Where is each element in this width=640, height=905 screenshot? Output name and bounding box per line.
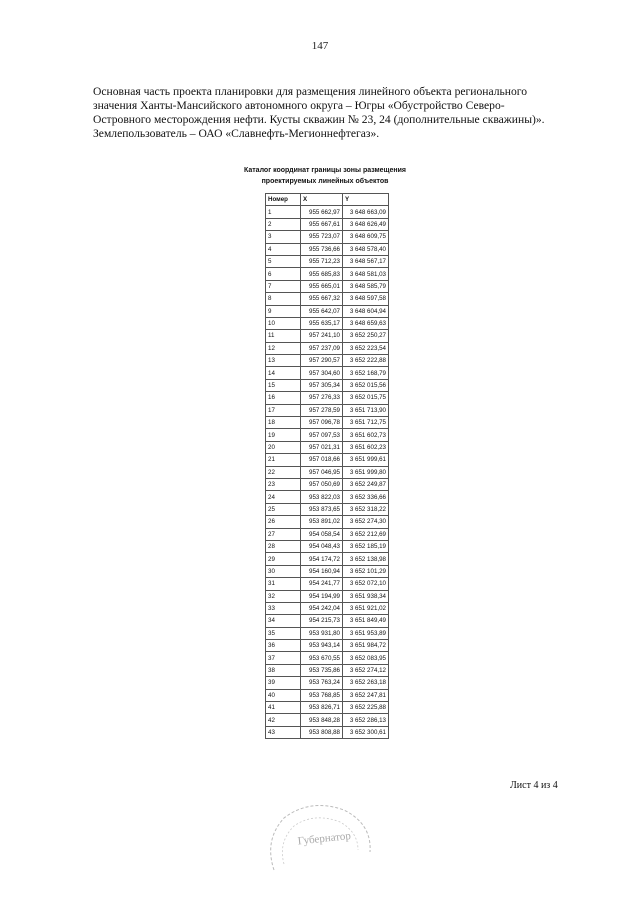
document-heading: [93, 85, 563, 141]
coordinate-x: 954 242,04: [301, 602, 343, 614]
coordinate-y: 3 651 953,89: [343, 627, 389, 639]
coordinate-x: 954 215,73: [301, 615, 343, 627]
table-row: [266, 268, 389, 280]
point-number: 13: [266, 355, 301, 367]
coordinate-y: 3 652 250,27: [343, 330, 389, 342]
coordinate-x: 954 160,94: [301, 565, 343, 577]
coordinate-x: 954 241,77: [301, 578, 343, 590]
point-number: 25: [266, 503, 301, 515]
table-row: [266, 627, 389, 639]
point-number: 2: [266, 218, 301, 230]
coordinate-x: 955 736,66: [301, 243, 343, 255]
coordinate-x: 957 278,59: [301, 404, 343, 416]
table-row: [266, 516, 389, 528]
coordinate-x: 955 635,17: [301, 317, 343, 329]
point-number: 39: [266, 677, 301, 689]
coordinate-y: 3 648 597,58: [343, 293, 389, 305]
coordinate-x: 955 723,07: [301, 231, 343, 243]
table-row: [266, 454, 389, 466]
coordinate-y: 3 651 984,72: [343, 640, 389, 652]
coordinate-y: 3 651 849,49: [343, 615, 389, 627]
table-row: [266, 689, 389, 701]
table-row: [266, 677, 389, 689]
coordinate-y: 3 652 336,66: [343, 491, 389, 503]
table-row: [266, 417, 389, 429]
table-row: [266, 429, 389, 441]
point-number: 33: [266, 602, 301, 614]
point-number: 27: [266, 528, 301, 540]
coordinate-x: 955 667,32: [301, 293, 343, 305]
coordinate-y: 3 648 604,94: [343, 305, 389, 317]
point-number: 32: [266, 590, 301, 602]
table-row: [266, 602, 389, 614]
table-row: [266, 478, 389, 490]
page-number: 147: [311, 40, 329, 52]
point-number: 15: [266, 379, 301, 391]
heading-line: Землепользователь – ОАО «Славнефть-Мегионнефтегаз».: [93, 127, 380, 140]
table-row: [266, 664, 389, 676]
coordinate-y: 3 652 225,88: [343, 702, 389, 714]
coordinate-x: 955 667,61: [301, 218, 343, 230]
table-row: [266, 305, 389, 317]
table-row: [266, 540, 389, 552]
coordinate-y: 3 651 999,80: [343, 466, 389, 478]
table-row: [266, 491, 389, 503]
coordinate-y: 3 652 274,12: [343, 664, 389, 676]
coordinate-y: 3 652 072,10: [343, 578, 389, 590]
point-number: 4: [266, 243, 301, 255]
coordinate-x: 953 768,85: [301, 689, 343, 701]
coordinate-x: 954 058,54: [301, 528, 343, 540]
point-number: 7: [266, 280, 301, 292]
coordinate-y: 3 652 138,98: [343, 553, 389, 565]
coordinate-y: 3 652 015,56: [343, 379, 389, 391]
table-row: [266, 379, 389, 391]
point-number: 5: [266, 255, 301, 267]
table-row: [266, 255, 389, 267]
point-number: 26: [266, 516, 301, 528]
coordinate-y: 3 648 609,75: [343, 231, 389, 243]
coordinate-x: 957 290,57: [301, 355, 343, 367]
point-number: 29: [266, 553, 301, 565]
point-number: 24: [266, 491, 301, 503]
coordinate-y: 3 648 585,79: [343, 280, 389, 292]
table-row: [266, 404, 389, 416]
coordinate-y: 3 652 274,30: [343, 516, 389, 528]
table-row: [266, 640, 389, 652]
table-row: [266, 528, 389, 540]
coordinate-y: 3 652 168,79: [343, 367, 389, 379]
coordinate-x: 957 241,10: [301, 330, 343, 342]
point-number: 36: [266, 640, 301, 652]
coordinate-x: 953 826,71: [301, 702, 343, 714]
coordinate-x: 954 194,99: [301, 590, 343, 602]
coordinate-y: 3 652 015,75: [343, 392, 389, 404]
point-number: 28: [266, 540, 301, 552]
coordinate-x: 953 873,65: [301, 503, 343, 515]
point-number: 42: [266, 714, 301, 726]
coordinate-y: 3 651 602,73: [343, 429, 389, 441]
table-row: [266, 367, 389, 379]
point-number: 30: [266, 565, 301, 577]
point-number: 10: [266, 317, 301, 329]
coordinate-y: 3 651 938,34: [343, 590, 389, 602]
coordinate-x: 954 174,72: [301, 553, 343, 565]
coordinate-x: 957 305,34: [301, 379, 343, 391]
point-number: 18: [266, 417, 301, 429]
table-row: [266, 615, 389, 627]
table-row: [266, 726, 389, 738]
heading-line: значения Ханты-Мансийского автономного округа – Югры «Обустройство Северо-: [93, 99, 505, 112]
coordinate-x: 957 304,60: [301, 367, 343, 379]
column-header-x: X: [301, 194, 343, 206]
table-caption: [225, 165, 425, 187]
coordinate-y: 3 651 921,02: [343, 602, 389, 614]
coordinate-x: 957 046,95: [301, 466, 343, 478]
point-number: 21: [266, 454, 301, 466]
table-row: [266, 652, 389, 664]
column-header-y: Y: [343, 194, 389, 206]
coordinate-x: 957 237,09: [301, 342, 343, 354]
coordinate-y: 3 648 581,03: [343, 268, 389, 280]
coordinate-x: 957 018,66: [301, 454, 343, 466]
table-row: [266, 392, 389, 404]
coordinate-y: 3 652 247,81: [343, 689, 389, 701]
table-row: [266, 590, 389, 602]
table-row: [266, 441, 389, 453]
table-row: [266, 503, 389, 515]
coordinate-x: 955 712,23: [301, 255, 343, 267]
coordinate-x: 957 097,53: [301, 429, 343, 441]
table-row: [266, 231, 389, 243]
coordinate-y: 3 652 286,13: [343, 714, 389, 726]
point-number: 6: [266, 268, 301, 280]
coordinate-x: 953 763,24: [301, 677, 343, 689]
coordinate-x: 957 276,33: [301, 392, 343, 404]
point-number: 19: [266, 429, 301, 441]
coordinate-y: 3 648 578,40: [343, 243, 389, 255]
coordinate-y: 3 652 318,22: [343, 503, 389, 515]
point-number: 1: [266, 206, 301, 218]
coordinate-y: 3 652 263,18: [343, 677, 389, 689]
coordinate-x: 955 642,07: [301, 305, 343, 317]
coordinate-x: 953 735,86: [301, 664, 343, 676]
table-row: [266, 466, 389, 478]
point-number: 20: [266, 441, 301, 453]
point-number: 16: [266, 392, 301, 404]
stamp-text: Губернатор: [297, 829, 352, 848]
coordinate-y: 3 652 212,69: [343, 528, 389, 540]
coordinate-x: 953 848,28: [301, 714, 343, 726]
column-header-number: Номер: [266, 194, 301, 206]
coordinate-y: 3 652 223,54: [343, 342, 389, 354]
coordinate-x: 953 670,55: [301, 652, 343, 664]
coordinate-x: 953 943,14: [301, 640, 343, 652]
coordinate-y: 3 652 222,88: [343, 355, 389, 367]
coordinate-y: 3 652 300,61: [343, 726, 389, 738]
coordinate-x: 955 662,97: [301, 206, 343, 218]
coordinate-y: 3 648 626,49: [343, 218, 389, 230]
table-row: [266, 293, 389, 305]
point-number: 11: [266, 330, 301, 342]
point-number: 31: [266, 578, 301, 590]
table-row: [266, 243, 389, 255]
coordinate-x: 957 050,69: [301, 478, 343, 490]
point-number: 8: [266, 293, 301, 305]
table-row: [266, 330, 389, 342]
point-number: 38: [266, 664, 301, 676]
coordinate-x: 955 685,83: [301, 268, 343, 280]
coordinate-x: 955 665,01: [301, 280, 343, 292]
table-row: [266, 218, 389, 230]
heading-line: Основная часть проекта планировки для размещения линейного объекта регионального: [93, 85, 528, 98]
point-number: 12: [266, 342, 301, 354]
coordinate-y: 3 648 659,63: [343, 317, 389, 329]
coordinate-y: 3 652 249,87: [343, 478, 389, 490]
coordinate-x: 953 891,02: [301, 516, 343, 528]
coordinate-y: 3 652 185,19: [343, 540, 389, 552]
coordinate-y: 3 652 101,29: [343, 565, 389, 577]
coordinate-x: 953 931,80: [301, 627, 343, 639]
seal-stamp: [262, 798, 382, 880]
point-number: 41: [266, 702, 301, 714]
table-row: [266, 702, 389, 714]
point-number: 40: [266, 689, 301, 701]
point-number: 37: [266, 652, 301, 664]
table-row: [266, 280, 389, 292]
point-number: 22: [266, 466, 301, 478]
coordinate-x: 953 808,88: [301, 726, 343, 738]
table-row: [266, 578, 389, 590]
table-row: [266, 355, 389, 367]
coordinate-y: 3 652 083,95: [343, 652, 389, 664]
coordinate-y: 3 651 999,61: [343, 454, 389, 466]
coordinates-table-body: [266, 206, 389, 739]
heading-line: Островного месторождения нефти. Кусты скважин № 23, 24 (дополнительные скважины)».: [93, 113, 545, 126]
point-number: 35: [266, 627, 301, 639]
coordinate-y: 3 651 712,75: [343, 417, 389, 429]
coordinates-table: [265, 193, 389, 739]
table-row: [266, 565, 389, 577]
table-row: [266, 714, 389, 726]
coordinate-x: 957 096,78: [301, 417, 343, 429]
table-row: [266, 317, 389, 329]
sheet-label: Лист 4 из 4: [510, 780, 558, 791]
coordinate-y: 3 651 602,23: [343, 441, 389, 453]
point-number: 34: [266, 615, 301, 627]
point-number: 14: [266, 367, 301, 379]
coordinate-x: 957 021,31: [301, 441, 343, 453]
point-number: 3: [266, 231, 301, 243]
coordinate-y: 3 651 713,90: [343, 404, 389, 416]
table-caption-line: Каталог координат границы зоны размещения: [244, 167, 406, 174]
coordinate-y: 3 648 567,17: [343, 255, 389, 267]
table-row: [266, 342, 389, 354]
coordinate-y: 3 648 663,09: [343, 206, 389, 218]
table-caption-line: проектируемых линейных объектов: [261, 178, 389, 185]
point-number: 17: [266, 404, 301, 416]
coordinate-x: 953 822,03: [301, 491, 343, 503]
point-number: 9: [266, 305, 301, 317]
coordinate-x: 954 048,43: [301, 540, 343, 552]
table-row: [266, 206, 389, 218]
point-number: 43: [266, 726, 301, 738]
point-number: 23: [266, 478, 301, 490]
table-header-row: [266, 194, 389, 206]
table-row: [266, 553, 389, 565]
